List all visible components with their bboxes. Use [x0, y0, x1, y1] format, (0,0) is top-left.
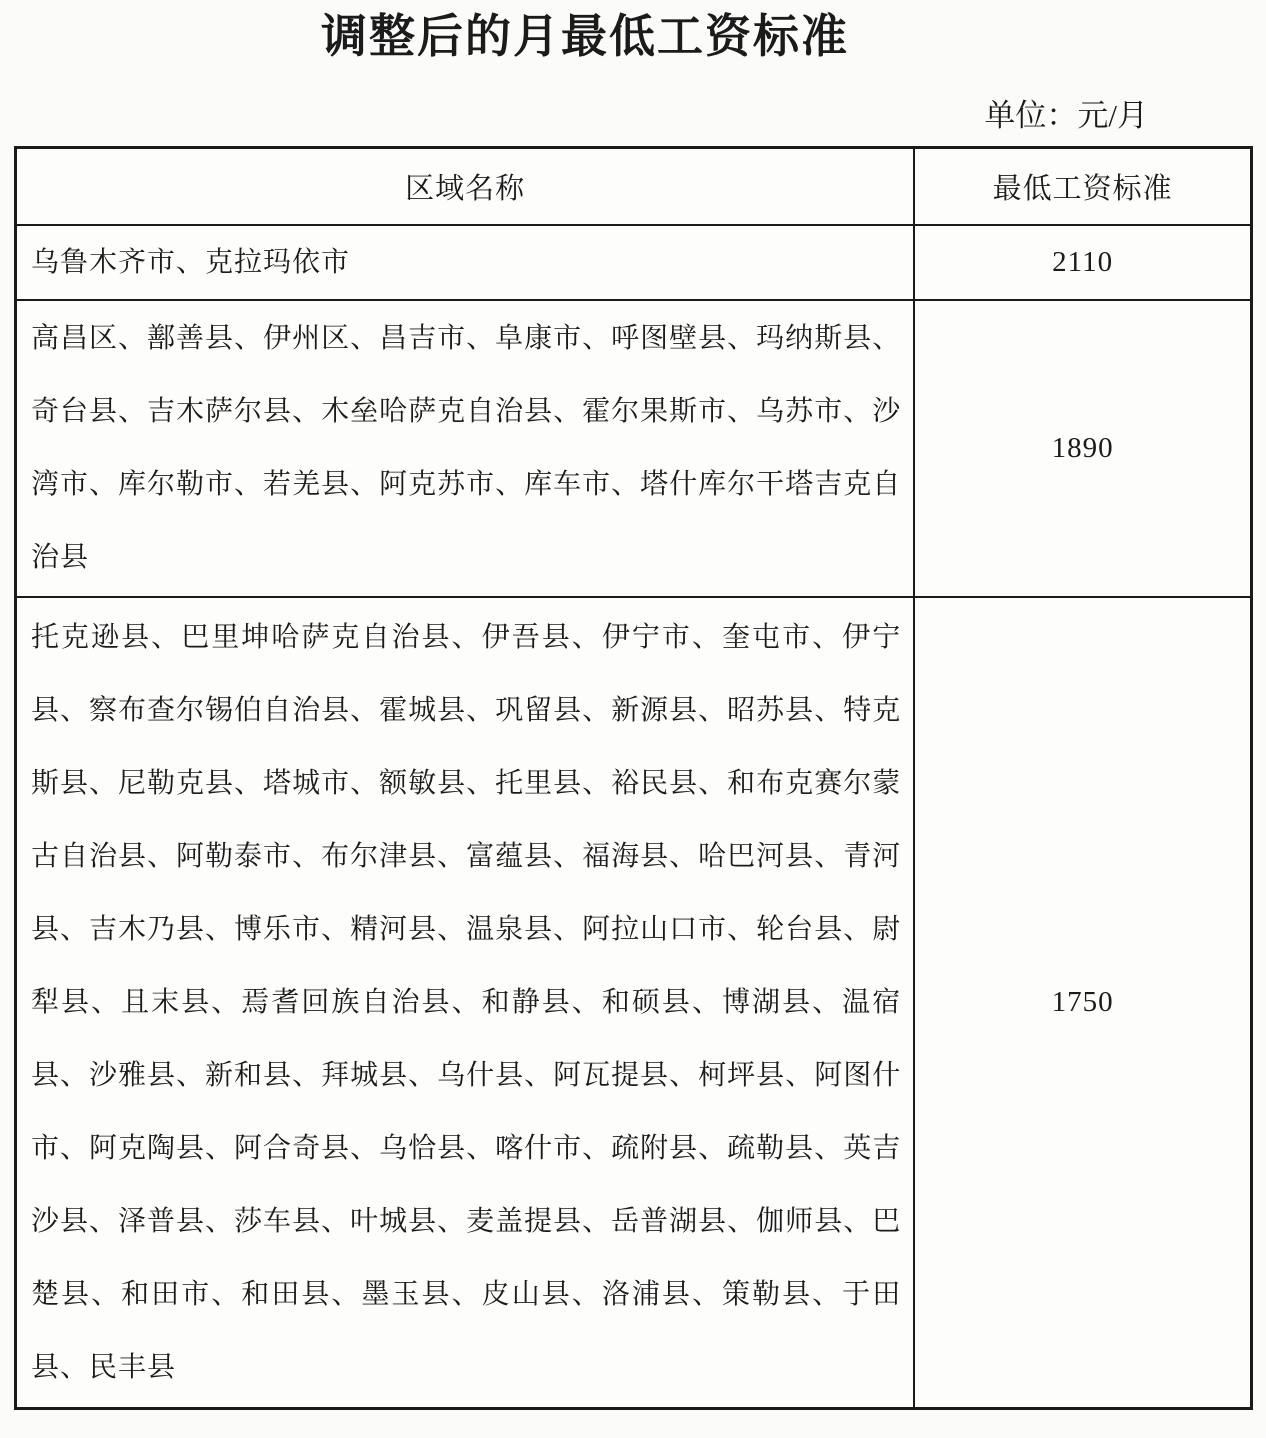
minimum-wage-table: [14, 146, 1253, 1410]
wage-value-tier3: 1750: [914, 597, 1251, 1409]
region-list-tier1: 乌鲁木齐市、克拉玛依市: [16, 225, 915, 300]
table-row: [16, 300, 1252, 597]
column-header-region-name: 区域名称: [16, 148, 915, 225]
table-row: [16, 597, 1252, 1409]
table-row: [16, 225, 1252, 300]
region-list-tier3: 托克逊县、巴里坤哈萨克自治县、伊吾县、伊宁市、奎屯市、伊宁县、察布查尔锡伯自治县、霍城县、巩留县、新源县、昭苏县、特克斯县、尼勒克县、塔城市、额敏县、托里县、裕民县、和布克赛尔蒙古自治县、阿勒泰市、布尔津县、富蕴县、福海县、哈巴河县、青河县、吉木乃县、博乐市、精河县、温泉县、阿拉山口市、轮台县、尉犁县、且末县、焉耆回族自治县、和静县、和硕县、博湖县、温宿县、沙雅县、新和县、拜城县、乌什县、阿瓦提县、柯坪县、阿图什市、阿克陶县、阿合奇县、乌恰县、喀什市、疏附县、疏勒县、英吉沙县、泽普县、莎车县、叶城县、麦盖提县、岳普湖县、伽师县、巴楚县、和田市、和田县、墨玉县、皮山县、洛浦县、策勒县、于田县、民丰县: [16, 597, 915, 1409]
column-header-minimum-wage: 最低工资标准: [914, 148, 1251, 225]
wage-value-tier1: 2110: [914, 225, 1251, 300]
region-list-tier2: 高昌区、鄯善县、伊州区、昌吉市、阜康市、呼图壁县、玛纳斯县、奇台县、吉木萨尔县、木垒哈萨克自治县、霍尔果斯市、乌苏市、沙湾市、库尔勒市、若羌县、阿克苏市、库车市、塔什库尔干塔吉克自治县: [16, 300, 915, 597]
unit-label: 单位：元/月: [984, 98, 1148, 133]
wage-value-tier2: 1890: [914, 300, 1251, 597]
page-title: 调整后的月最低工资标准: [321, 11, 849, 62]
table-header-row: [16, 148, 1252, 225]
